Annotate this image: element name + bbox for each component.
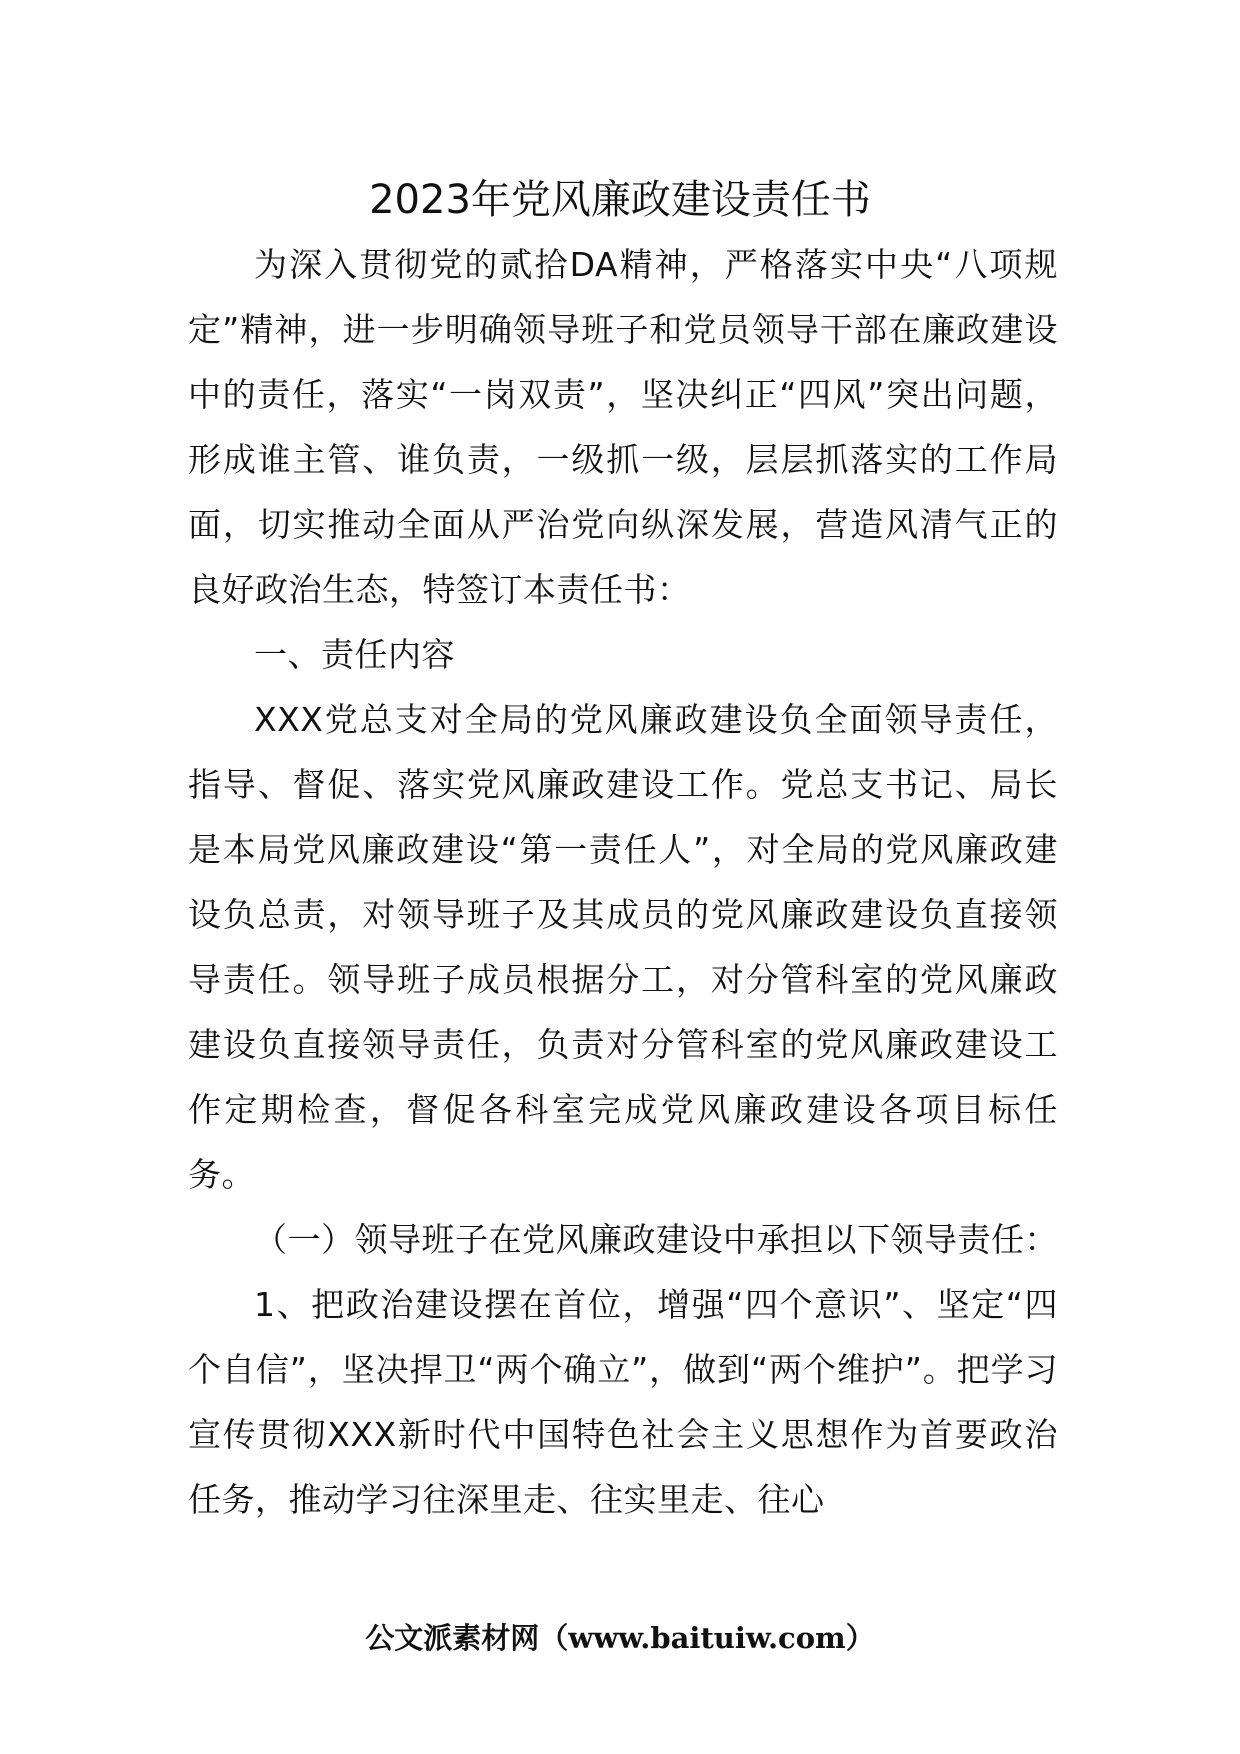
footer-watermark: 公文派素材网（www.baituiw.com） — [365, 1621, 875, 1655]
paragraph-intro: 为深入贯彻党的贰拾DA精神，严格落实中央“八项规定”精神，进一步明确领导班子和党员领导干部在廉政建设中的责任，落实“一岗双责”，坚决纠正“四风”突出问题，形成谁主管、谁负责，一级抓一级，层层抓落实的工作局面，切实推动全面从严治党向纵深发展，营造风清气正的良好政治生态，特签订本责任书： — [188, 245, 1058, 609]
document-body — [188, 232, 1058, 1532]
paragraph-item-1: 1、把政治建设摆在首位，增强“四个意识”、坚定“四个自信”，坚决捍卫“两个确立”，做到“两个维护”。把学习宣传贯彻XXX新时代中国特色社会主义思想作为首要政治任务，推动学习往深里走、往实里走、往心 — [188, 1285, 1058, 1519]
subsection-heading-leadership: （一）领导班子在党风廉政建设中承担以下领导责任： — [254, 1220, 1058, 1259]
paragraph-responsibility: XXX党总支对全局的党风廉政建设负全面领导责任，指导、督促、落实党风廉政建设工作。党总支书记、局长是本局党风廉政建设“第一责任人”，对全局的党风廉政建设负总责，对领导班子及其成员的党风廉政建设负直接领导责任。领导班子成员根据分工，对分管科室的党风廉政建设负直接领导责任，负责对分管科室的党风廉政建设工作定期检查，督促各科室完成党风廉政建设各项目标任务。 — [188, 700, 1058, 1194]
section-heading-responsibility: 一、责任内容 — [254, 635, 455, 674]
document-title: 2023年党风廉政建设责任书 — [369, 177, 871, 223]
